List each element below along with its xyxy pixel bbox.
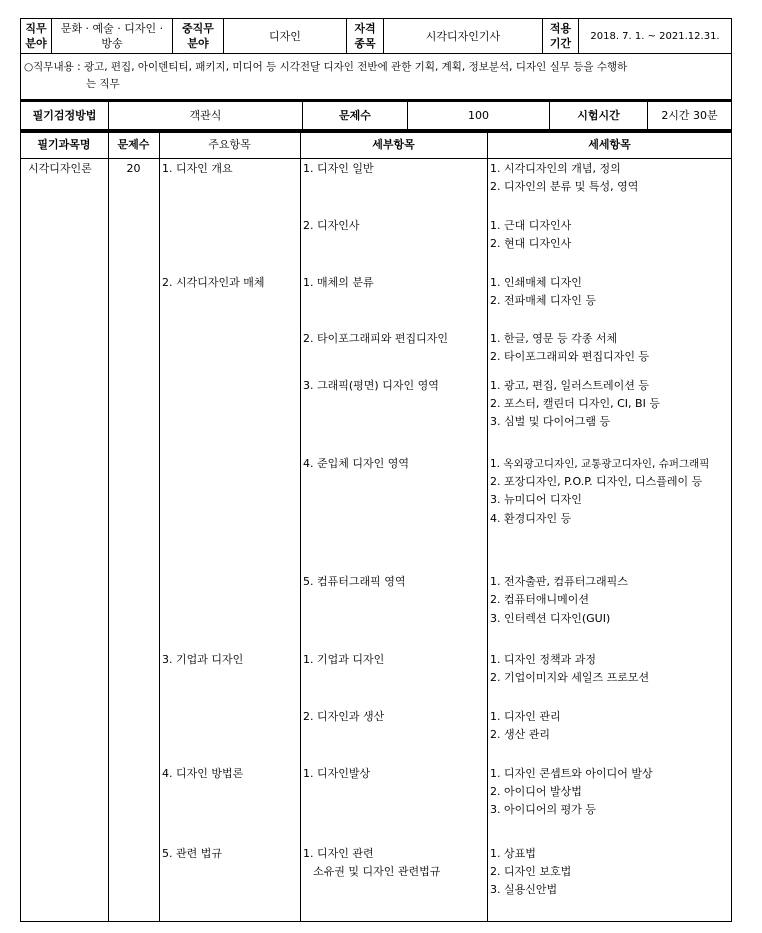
job-description-line1: ○직무내용 : 광고, 편집, 아이덴티티, 패키지, 미디어 등 시각전달 디자인 전반에 관한 기획, 계획, 정보분석, 디자인 실무 등을 수행하	[24, 61, 628, 73]
exam-time-value: 2시간 30분	[648, 101, 732, 130]
subdetail-item: 3. 인터렉션 디자인(GUI)	[490, 612, 611, 625]
question-count-value: 100	[408, 101, 550, 130]
header-info-table	[20, 18, 732, 54]
syllabus-table	[20, 130, 732, 922]
subdetail-item: 1. 한글, 영문 등 각종 서체	[490, 332, 618, 345]
subject-count: 20	[126, 162, 141, 175]
exam-method-value: 객관식	[109, 101, 303, 130]
subdetail-item: 2. 디자인의 분류 및 특성, 영역	[490, 180, 639, 193]
detail-item: 소유권 및 디자인 관련법규	[313, 865, 441, 878]
subdetail-item: 1. 디자인 콘셉트와 아이디어 발상	[490, 767, 653, 780]
subdetail-item: 1. 디자인 정책과 과정	[490, 653, 596, 666]
column-header-subdetail: 세세항목	[588, 138, 631, 151]
exam-method-label: 필기검정방법	[21, 101, 109, 130]
subdetail-item: 1. 인쇄매체 디자인	[490, 276, 582, 289]
subdetail-item: 1. 근대 디자인사	[490, 219, 572, 232]
detail-item: 2. 디자인사	[303, 219, 360, 232]
subdetail-item: 1. 상표법	[490, 847, 536, 860]
detail-item: 2. 디자인과 생산	[303, 710, 385, 723]
detail-item: 1. 기업과 디자인	[303, 653, 385, 666]
exam-info-table	[20, 100, 732, 130]
subdetail-item: 1. 디자인 관리	[490, 710, 561, 723]
detail-item: 1. 디자인 관련	[303, 847, 374, 860]
detail-item: 1. 디자인 일반	[303, 162, 374, 175]
qualification-value: 시각디자인기사	[384, 19, 543, 54]
main-item: 5. 관련 법규	[162, 847, 222, 860]
column-header-count: 문제수	[117, 138, 150, 151]
subdetail-item: 1. 전자출판, 컴퓨터그래픽스	[490, 575, 628, 588]
sub-field-label: 중직무 분야	[173, 19, 224, 54]
subdetail-item: 1. 옥외광고디자인, 교통광고디자인, 슈퍼그래픽	[490, 458, 710, 470]
job-description-line2: 는 직무	[86, 78, 120, 90]
detail-item: 2. 타이포그래피와 편집디자인	[303, 332, 448, 345]
subdetail-item: 2. 타이포그래피와 편집디자인 등	[490, 350, 650, 363]
qualification-label: 자격 종목	[347, 19, 384, 54]
main-item: 2. 시각디자인과 매체	[162, 276, 265, 289]
column-header-subject: 필기과목명	[37, 138, 91, 151]
sub-field-value: 디자인	[224, 19, 347, 54]
main-item: 4. 디자인 방법론	[162, 767, 244, 780]
subdetail-item: 3. 뉴미디어 디자인	[490, 493, 582, 506]
subdetail-item: 2. 전파매체 디자인 등	[490, 294, 596, 307]
subdetail-item: 3. 아이디어의 평가 등	[490, 803, 596, 816]
subdetail-item: 4. 환경디자인 등	[490, 512, 572, 525]
subdetail-item: 2. 아이디어 발상법	[490, 785, 582, 798]
period-label: 적용 기간	[543, 19, 579, 54]
subdetail-item: 3. 실용신안법	[490, 883, 558, 896]
column-header-main: 주요항목	[208, 138, 251, 151]
job-description-box	[20, 54, 732, 100]
column-header-detail: 세부항목	[372, 138, 415, 151]
subdetail-item: 2. 포스터, 캘린더 디자인, CI, BI 등	[490, 397, 660, 410]
subdetail-item: 3. 심벌 및 다이어그램 등	[490, 415, 611, 428]
subdetail-item: 1. 광고, 편집, 일러스트레이션 등	[490, 379, 649, 392]
main-item: 3. 기업과 디자인	[162, 653, 244, 666]
question-count-label: 문제수	[303, 101, 408, 130]
main-item: 1. 디자인 개요	[162, 162, 233, 175]
detail-item: 3. 그래픽(평면) 디자인 영역	[303, 379, 439, 392]
subject-name: 시각디자인론	[28, 162, 92, 175]
detail-item: 4. 준입체 디자인 영역	[303, 457, 409, 470]
job-field-value: 문화 · 예술 · 디자인 · 방송	[52, 19, 173, 54]
detail-item: 1. 디자인발상	[303, 767, 371, 780]
subdetail-item: 2. 현대 디자인사	[490, 237, 572, 250]
subdetail-item: 1. 시각디자인의 개념, 정의	[490, 162, 621, 175]
job-field-label: 직무 분야	[21, 19, 52, 54]
subdetail-item: 2. 생산 관리	[490, 728, 550, 741]
subdetail-item: 2. 기업이미지와 세일즈 프로모션	[490, 671, 650, 684]
subdetail-item: 2. 컴퓨터애니메이션	[490, 593, 589, 606]
exam-time-label: 시험시간	[550, 101, 648, 130]
period-value: 2018. 7. 1. ~ 2021.12.31.	[579, 19, 732, 54]
detail-item: 1. 매체의 분류	[303, 276, 374, 289]
subdetail-item: 2. 디자인 보호법	[490, 865, 572, 878]
subdetail-item: 2. 포장디자인, P.O.P. 디자인, 디스플레이 등	[490, 475, 703, 488]
detail-item: 5. 컴퓨터그래픽 영역	[303, 575, 406, 588]
